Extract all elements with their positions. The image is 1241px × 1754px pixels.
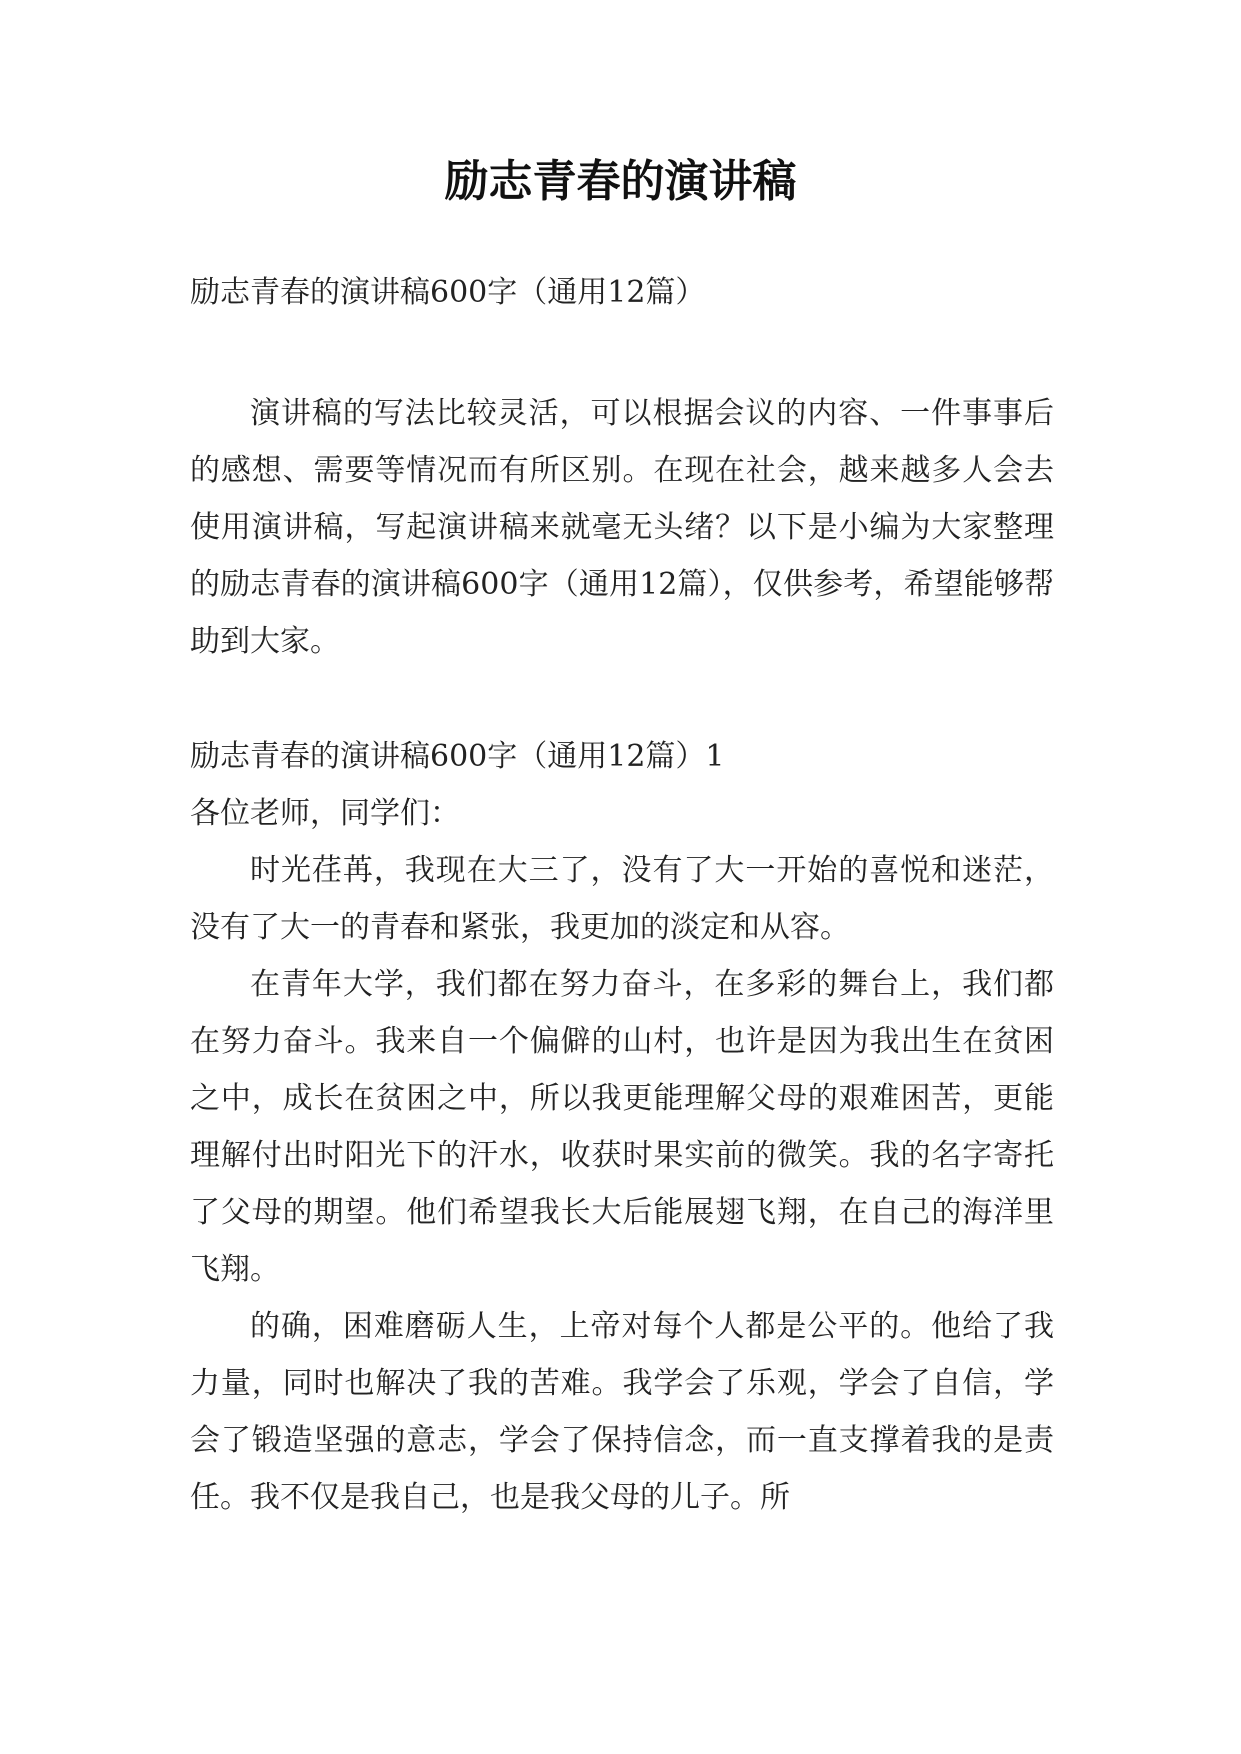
page-title: 励志青春的演讲稿 (444, 156, 797, 207)
spacer (190, 321, 1054, 385)
spacer (190, 670, 1054, 728)
salutation: 各位老师，同学们： (190, 796, 460, 831)
body-paragraph: 的确，困难磨砺人生，上帝对每个人都是公平的。他给了我力量，同时也解决了我的苦难。我学会了乐观，学会了自信，学会了锻造坚强的意志，学会了保持信念，而一直支撑着我的是责任。我不仅是我自己，也是我父母的儿子。所 (190, 1309, 1054, 1515)
document-subtitle: 励志青春的演讲稿600字（通用12篇） (190, 275, 706, 310)
body-paragraph: 在青年大学，我们都在努力奋斗，在多彩的舞台上，我们都在努力奋斗。我来自一个偏僻的山村，也许是因为我出生在贫困之中，成长在贫困之中，所以我更能理解父母的艰难困苦，更能理解付出时阳光下的汗水，收获时果实前的微笑。我的名字寄托了父母的期望。他们希望我长大后能展翅飞翔，在自己的海洋里飞翔。 (190, 967, 1054, 1287)
section-heading: 励志青春的演讲稿600字（通用12篇）1 (190, 739, 725, 774)
document-body (190, 264, 1054, 1526)
intro-paragraph: 演讲稿的写法比较灵活，可以根据会议的内容、一件事事后的感想、需要等情况而有所区别。在现在社会，越来越多人会去使用演讲稿，写起演讲稿来就毫无头绪？以下是小编为大家整理的励志青春的演讲稿600字（通用12篇），仅供参考，希望能够帮助到大家。 (190, 396, 1054, 659)
body-paragraph: 时光荏苒，我现在大三了，没有了大一开始的喜悦和迷茫，没有了大一的青春和紧张，我更加的淡定和从容。 (190, 853, 1054, 945)
